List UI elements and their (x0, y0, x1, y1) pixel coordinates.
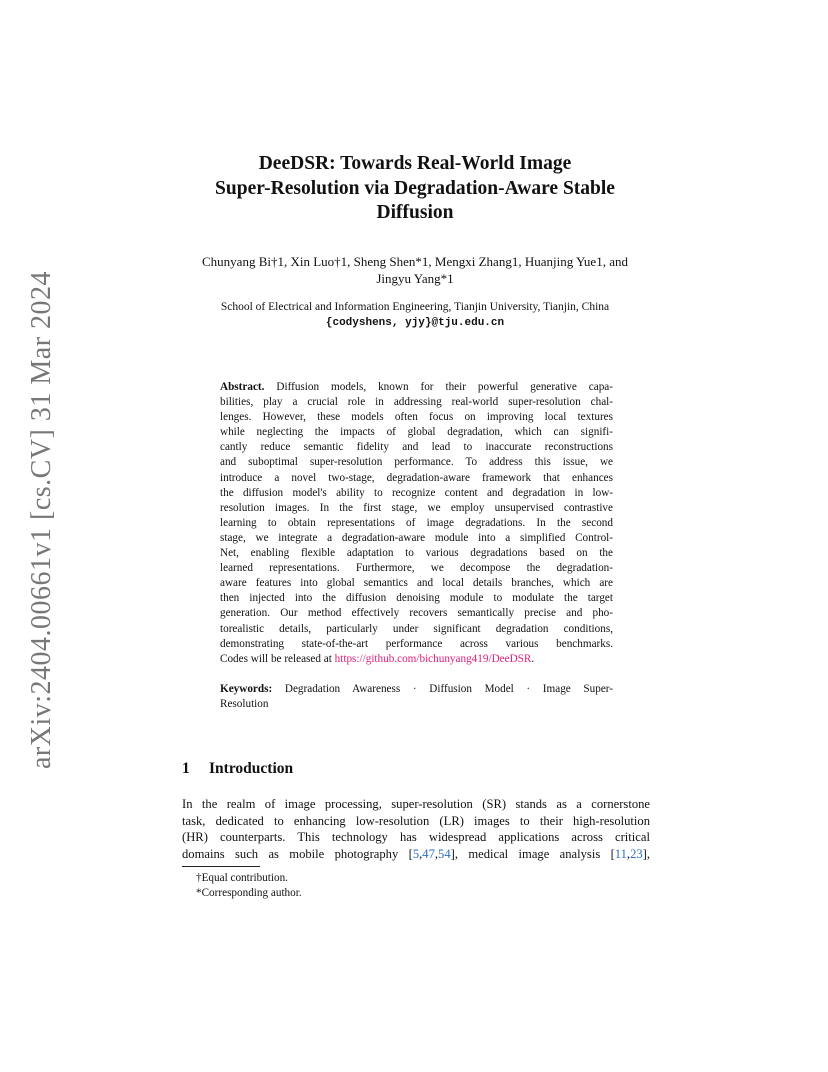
arxiv-identifier: arXiv:2404.00661v1 [cs.CV] 31 Mar 2024 (26, 270, 57, 770)
abstract-line: resolution images. In the first stage, we employ unsupervised contrastive (220, 501, 613, 514)
keywords (220, 682, 613, 712)
citation-link[interactable]: 11 (614, 846, 627, 861)
abstract-line: Net, enabling flexible adaptation to various degradations based on the (220, 547, 613, 560)
keywords-label: Keywords: (220, 683, 273, 695)
abstract-line: Codes will be released at (220, 652, 335, 665)
title-line: DeeDSR: Towards Real-World Image (258, 153, 572, 174)
keywords-line: Degradation Awareness · Diffusion Model · Image Super- (284, 683, 614, 695)
abstract-line: while neglecting the impacts of global degradation, which can signifi- (220, 426, 613, 439)
abstract-line: learned representations. Furthermore, we decompose the degradation- (220, 562, 613, 575)
footnote-corresponding-author: *Corresponding author. (196, 887, 302, 899)
title-line: Diffusion (376, 202, 454, 223)
citation-link[interactable]: 5 (412, 846, 420, 861)
abstract-line: lenges. However, these models often focus on improving local textures (220, 411, 613, 424)
abstract-line: Diffusion models, known for their powerful generative capa- (276, 381, 614, 393)
footnote-equal-contribution: †Equal contribution. (196, 872, 288, 884)
author-line: Jingyu Yang*1 (376, 271, 454, 286)
citation-link[interactable]: 47 (422, 846, 435, 861)
citation-link[interactable]: 23 (630, 846, 643, 861)
abstract-line: bilities, play a crucial role in addressing real-world super-resolution chal- (220, 396, 613, 409)
abstract-line: and suboptimal super-resolution performance. To address this issue, we (220, 456, 613, 469)
introduction-text: In the realm of image processing, super-resolution (SR) stands as a cornerstone task, dedicated to enhancing low-resolution (LR) images to their high-resolution (HR) counterparts. This technology has widespread applications across critical domains such as mobile photography [5,47,54], medical image analysis [11,23], (182, 797, 650, 861)
abstract-line: aware features into global semantics and local details branches, which are (220, 577, 613, 590)
code-link[interactable]: https://github.com/bichunyang419/DeeDSR (334, 652, 532, 665)
section-number: 1 (182, 760, 190, 777)
paper-title (170, 152, 660, 226)
affiliation-block (150, 299, 680, 331)
abstract: Abstract. Diffusion models, known for their powerful generative capa- bilities, play a crucial role in addressing real-world super-resolution chal- lenges. However, these models often focus on improving local textures while neglecting the impacts of global degradation, which can signifi- cantly reduce semantic fidelity and lead to inaccurate reconstructions and suboptimal super-resolution performance. To address this issue, we introduce a novel two-stage, degradation-aware framework that enhances the diffusion model's ability to recognize content and degradation in low- resolution images. In the first stage, we employ unsupervised contrastive learning to obtain representations of image degradations. In the second stage, we integrate a degradation-aware module into a simplified Control- Net, enabling flexible adaptation to various degradations based on the learned representations. Furthermore, we decompose the degradation- aware features into global semantics and local details branches, which are then injected into the diffusion denoising module to modulate the target generation. Our method effectively recovers semantically precise and pho- torealistic details, particularly under significant degradation conditions, demonstrating state-of-the-art performance across various benchmarks. Codes will be released at https://github.com/bichunyang419/DeeDSR. (220, 381, 614, 665)
abstract-line: introduce a novel two-stage, degradation-aware framework that enhances (220, 471, 613, 484)
abstract-line: the diffusion model's ability to recognize content and degradation in low- (220, 486, 613, 499)
footnotes (196, 871, 302, 901)
email: {codyshens, yjy}@tju.edu.cn (325, 317, 505, 329)
abstract-line: cantly reduce semantic fidelity and lead to inaccurate reconstructions (220, 441, 613, 454)
abstract-line: demonstrating state-of-the-art performance across various benchmarks. (220, 637, 613, 650)
body-line: domains such as mobile photography [ (182, 846, 413, 861)
author-line: Chunyang Bi†1, Xin Luo†1, Sheng Shen*1, Mengxi Zhang1, Huanjing Yue1, and (202, 254, 628, 269)
body-line: In the realm of image processing, super-resolution (SR) stands as a cornerstone (182, 797, 650, 811)
body-line: task, dedicated to enhancing low-resolution (LR) images to their high-resolution (182, 813, 650, 828)
author-list (170, 253, 660, 287)
abstract-line: torealistic details, particularly under significant degradation conditions, (220, 622, 613, 635)
abstract-line: then injected into the diffusion denoising module to modulate the target (220, 592, 613, 605)
section-heading (182, 760, 293, 778)
section-title: Introduction (209, 760, 294, 777)
body-line: (HR) counterparts. This technology has widespread applications across critical (182, 830, 650, 844)
footnote-rule (182, 866, 260, 867)
keywords-line: Resolution (220, 698, 269, 711)
affiliation: School of Electrical and Information Engineering, Tianjin University, Tianjin, China (220, 301, 610, 313)
abstract-label: Abstract. (220, 381, 265, 393)
abstract-line: learning to obtain representations of image degradations. In the second (220, 516, 613, 529)
citation-link[interactable]: 54 (438, 846, 451, 861)
abstract-line: generation. Our method effectively recovers semantically precise and pho- (220, 607, 613, 620)
title-line: Super-Resolution via Degradation-Aware Stable (215, 177, 615, 199)
abstract-line: stage, we integrate a degradation-aware module into a simplified Control- (220, 531, 613, 544)
